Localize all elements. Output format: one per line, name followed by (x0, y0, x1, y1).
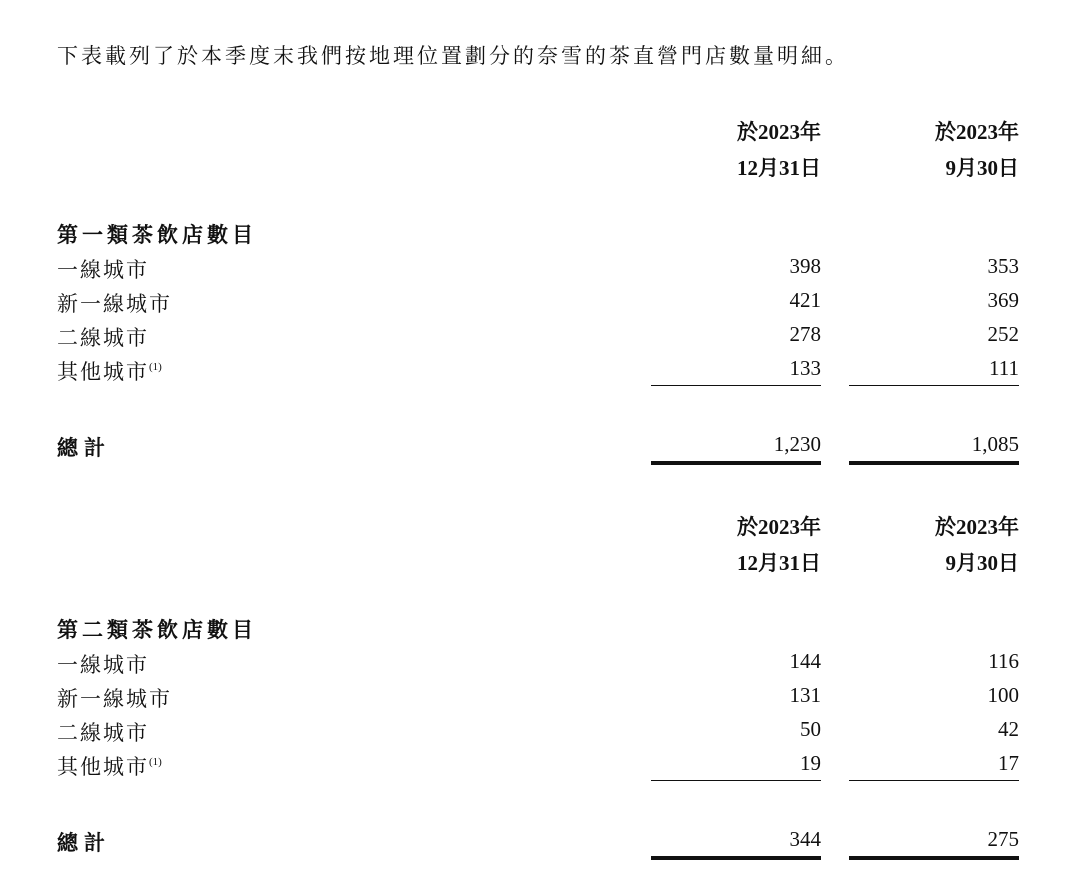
row-label: 一線城市 (57, 258, 149, 282)
row-label: 一線城市 (57, 653, 149, 677)
table-row (0, 254, 1075, 284)
table-row (0, 717, 1075, 747)
row-label: 新一線城市 (57, 292, 172, 316)
row-label: 二線城市 (57, 326, 149, 350)
row-label-text: 其他城市 (57, 755, 149, 779)
footnote-marker: (1) (149, 756, 162, 768)
value-dec31: 421 (789, 288, 821, 312)
total-double-rule (849, 856, 1019, 860)
table-row (0, 649, 1075, 679)
value-sep30: 116 (988, 649, 1019, 673)
subtotal-rule (849, 385, 1019, 386)
column-header-dec31-date: 12月31日 (737, 551, 821, 575)
total-sep30: 275 (987, 827, 1019, 851)
value-sep30: 252 (987, 322, 1019, 346)
total-double-rule (651, 856, 821, 860)
footnote-marker: (1) (149, 361, 162, 373)
value-dec31: 131 (789, 683, 821, 707)
total-row (0, 827, 1075, 857)
table-row (0, 322, 1075, 352)
column-header-dec31-year: 於2023年 (737, 515, 821, 539)
total-dec31: 344 (789, 827, 821, 851)
table-row (0, 751, 1075, 781)
value-sep30: 111 (989, 356, 1019, 380)
subtotal-rule (651, 385, 821, 386)
total-dec31: 1,230 (773, 432, 821, 456)
column-header-sep30-year: 於2023年 (935, 120, 1019, 144)
intro-paragraph: 下表載列了於本季度末我們按地理位置劃分的奈雪的茶直營門店數量明細。 (57, 44, 849, 68)
total-double-rule (651, 461, 821, 465)
row-label: 新一線城市 (57, 687, 172, 711)
value-dec31: 278 (789, 322, 821, 346)
value-sep30: 100 (987, 683, 1019, 707)
total-sep30: 1,085 (971, 432, 1019, 456)
column-header-sep30-year: 於2023年 (935, 515, 1019, 539)
column-header-dec31-date: 12月31日 (737, 156, 821, 180)
value-dec31: 19 (800, 751, 821, 775)
value-sep30: 369 (987, 288, 1019, 312)
column-header-sep30-date: 9月30日 (945, 551, 1019, 575)
table-row (0, 356, 1075, 386)
value-dec31: 398 (789, 254, 821, 278)
table-row (0, 683, 1075, 713)
category-title: 第一類茶飲店數目 (57, 223, 257, 247)
value-sep30: 353 (987, 254, 1019, 278)
column-header-dec31-year: 於2023年 (737, 120, 821, 144)
total-row (0, 432, 1075, 462)
value-dec31: 50 (800, 717, 821, 741)
value-dec31: 133 (789, 356, 821, 380)
column-header-sep30-date: 9月30日 (945, 156, 1019, 180)
value-sep30: 42 (998, 717, 1019, 741)
row-label (57, 356, 162, 386)
value-dec31: 144 (789, 649, 821, 673)
table-row (0, 288, 1075, 318)
value-sep30: 17 (998, 751, 1019, 775)
category-title: 第二類茶飲店數目 (57, 618, 257, 642)
total-label: 總計 (57, 831, 111, 855)
total-double-rule (849, 461, 1019, 465)
row-label (57, 751, 162, 781)
row-label: 二線城市 (57, 721, 149, 745)
total-label: 總計 (57, 436, 111, 460)
subtotal-rule (849, 780, 1019, 781)
row-label-text: 其他城市 (57, 360, 149, 384)
subtotal-rule (651, 780, 821, 781)
